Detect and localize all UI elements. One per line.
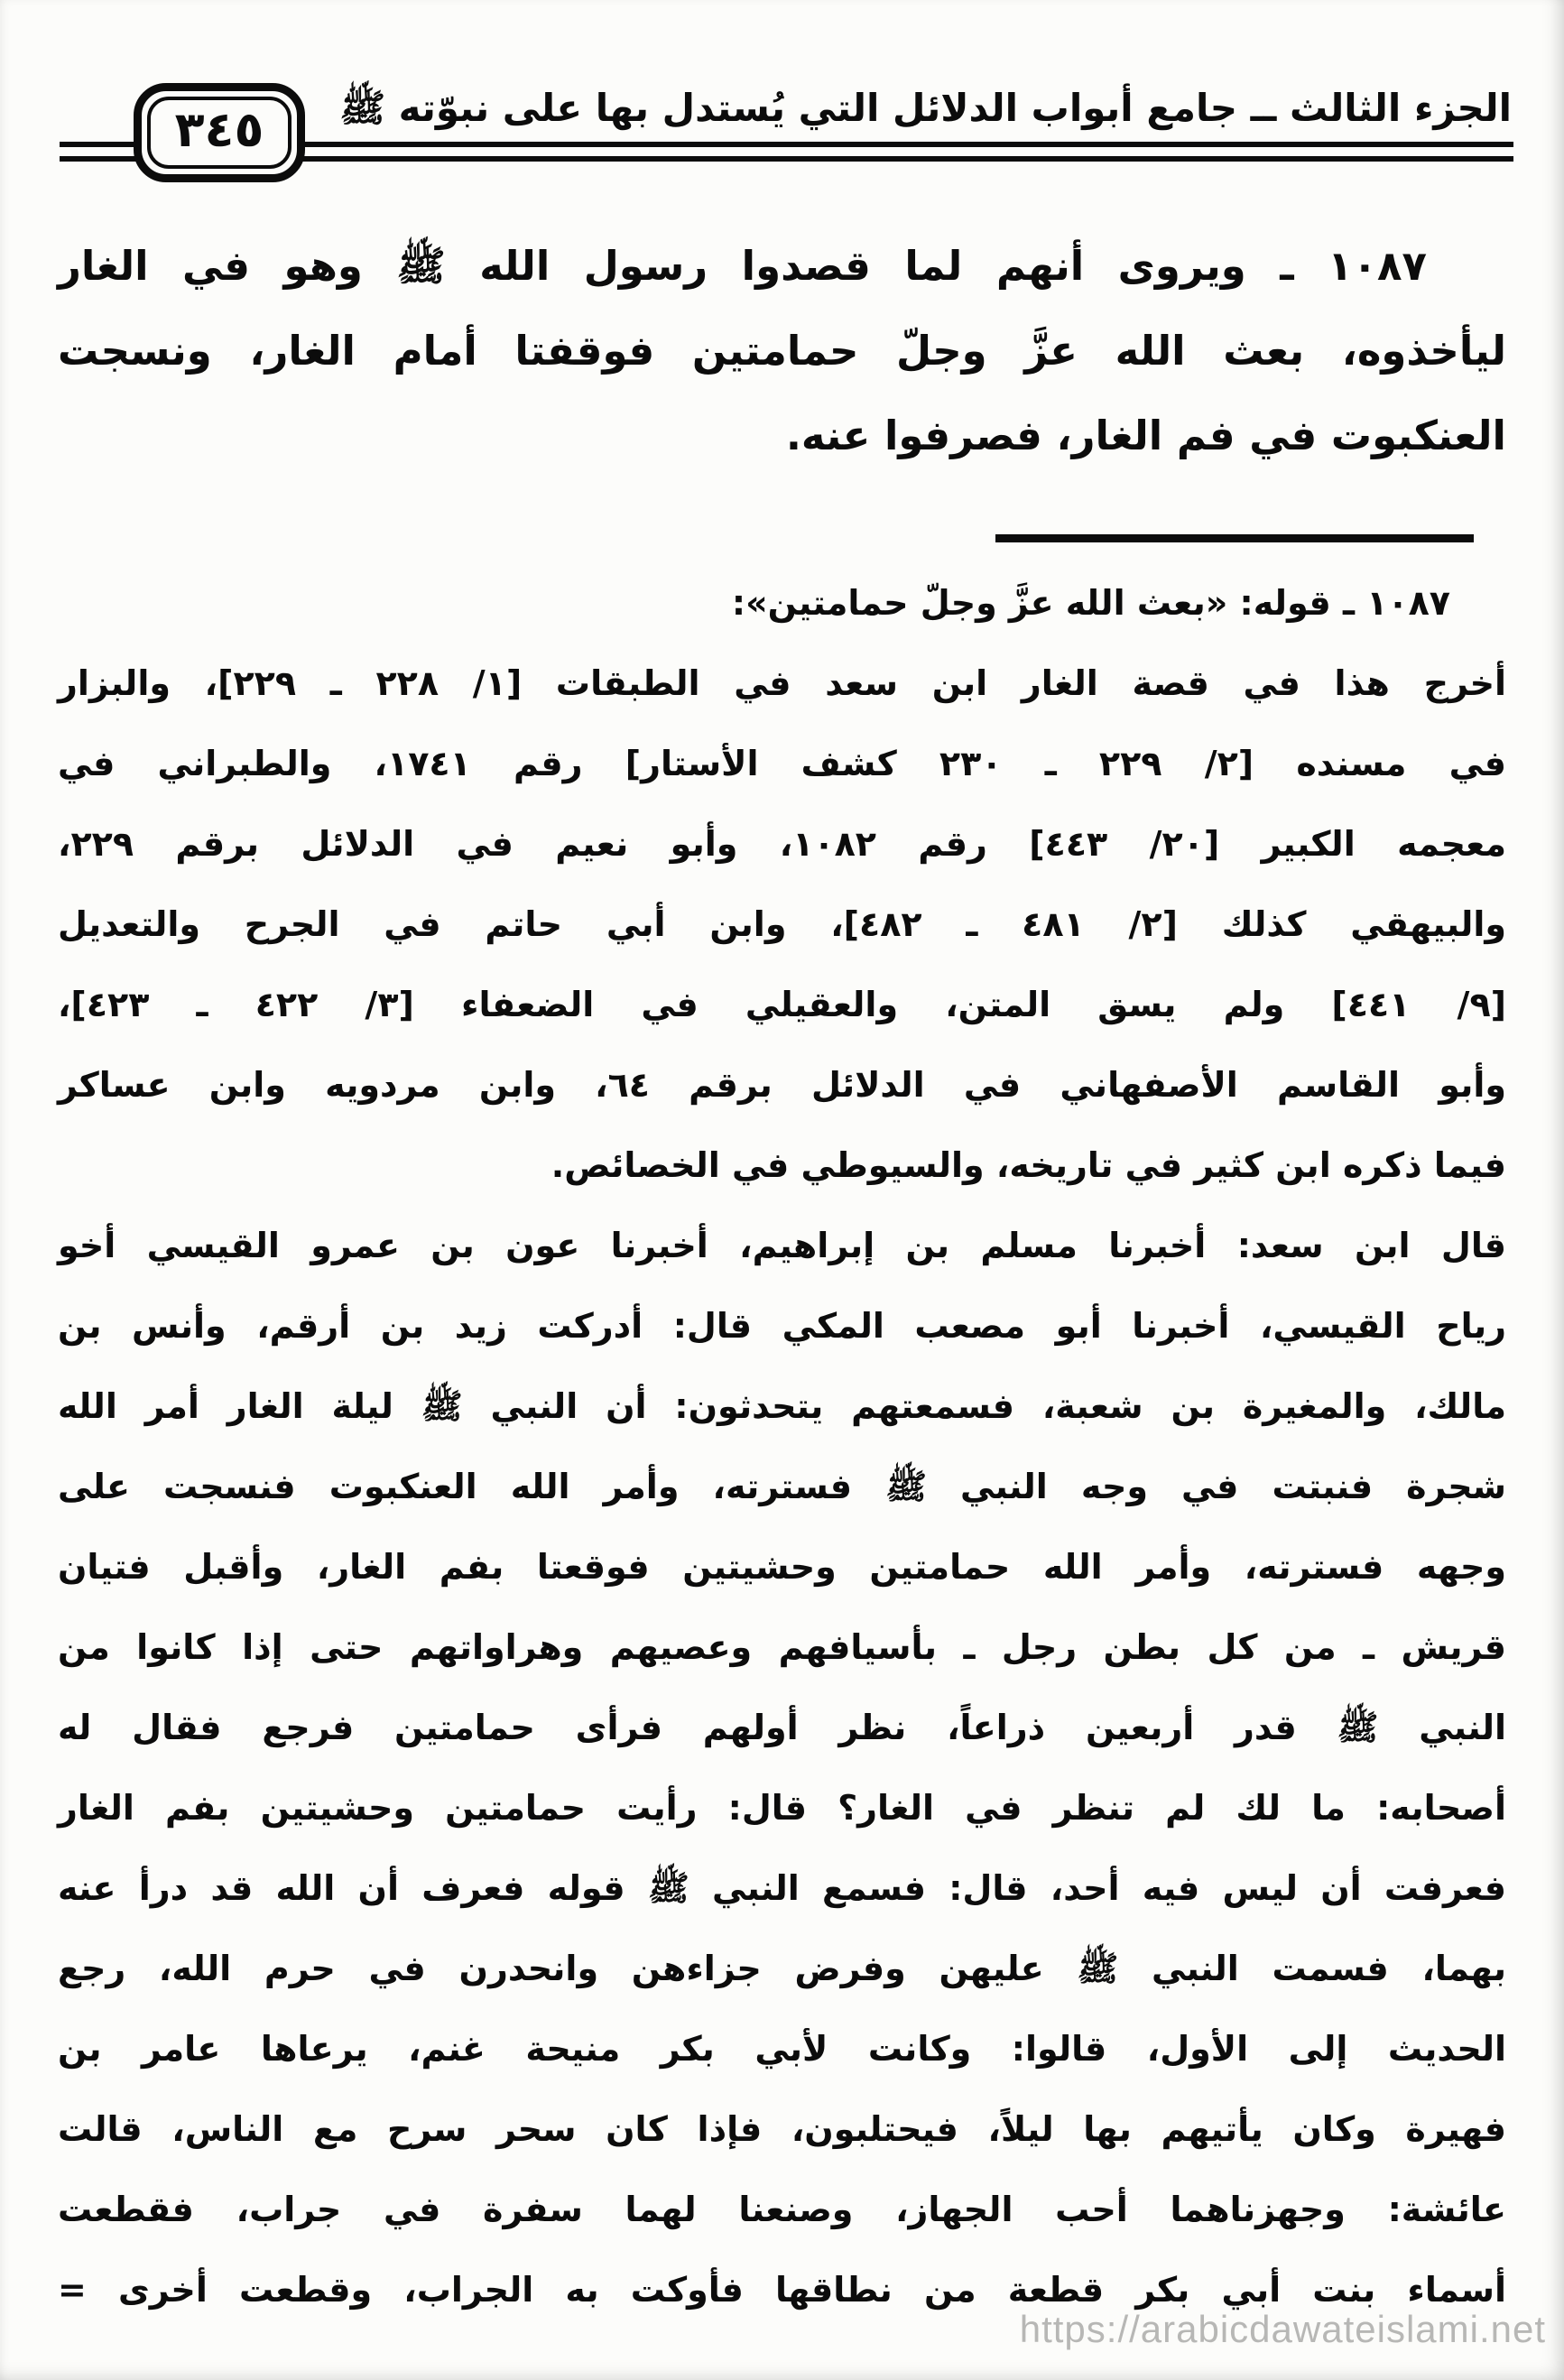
footnote-line: فيما ذكره ابن كثير في تاريخه، والسيوطي في الخصائص. — [551, 1145, 1506, 1185]
footnote-line: فهيرة وكان يأتيهم بها ليلاً، فيحتلبون، فإذا كان سحر سرح مع الناس، قالت — [58, 2109, 1506, 2149]
page-title: الجزء الثالث ــ جامع أبواب الدلائل التي يُستدل بها على نبوّته ﷺ — [339, 86, 1512, 130]
footnote-line: عائشة: وجهزناهما أحب الجهاز، وصنعنا لهما سفرة في جراب، فقطعت — [58, 2190, 1506, 2229]
footnote-line: بهما، فسمت النبي ﷺ عليهن وفرض جزاءهن وانحدرن في حرم الله، رجع — [58, 1949, 1506, 1988]
hadith-line: ليأخذوه، بعث الله عزَّ وجلّ حمامتين فوقفتا أمام الغار، ونسجت — [58, 327, 1506, 375]
footnote-line: وأبو القاسم الأصفهاني في الدلائل برقم ٦٤، وابن مردويه وابن عساكر — [58, 1065, 1506, 1105]
footnote-line: قال ابن سعد: أخبرنا مسلم بن إبراهيم، أخبرنا عون بن عمرو القيسي أخو — [58, 1226, 1506, 1265]
page-number: ٣٤٥ — [174, 101, 264, 158]
page-number-frame — [147, 97, 292, 169]
footnote-line: معجمه الكبير [٢٠/ ٤٤٣] رقم ١٠٨٢، وأبو نعيم في الدلائل برقم ٢٢٩، — [58, 824, 1506, 864]
hadith-line: العنكبوت في فم الغار، فصرفوا عنه. — [785, 412, 1506, 459]
footnote-block — [58, 563, 1506, 2330]
footnote-line: [٩/ ٤٤١] ولم يسق المتن، والعقيلي في الضعفاء [٣/ ٤٢٢ ـ ٤٢٣]، — [58, 985, 1507, 1024]
watermark: https://arabicdawateislami.net — [1019, 2308, 1546, 2350]
footnote-line: الحديث إلى الأول، قالوا: وكانت لأبي بكر منيحة غنم، يرعاها عامر بن — [58, 2029, 1506, 2069]
footnote-line: أخرج هذا في قصة الغار ابن سعد في الطبقات [١/ ٢٢٨ ـ ٢٢٩]، والبزار — [58, 663, 1507, 703]
footnote-line: النبي ﷺ قدر أربعين ذراعاً، نظر أولهم فرأى حمامتين فرجع فقال له — [58, 1708, 1506, 1747]
hadith-line: ١٠٨٧ ـ ويروى أنهم لما قصدوا رسول الله ﷺ وهو في الغار — [58, 242, 1427, 290]
footnote-divider — [995, 534, 1474, 542]
footnote-line: والبيهقي كذلك [٢/ ٤٨١ ـ ٤٨٢]، وابن أبي حاتم في الجرح والتعديل — [58, 904, 1507, 944]
footnote-line: قريش ـ من كل بطن رجل ـ بأسيافهم وعصيهم وهراواتهم حتى إذا كانوا من — [58, 1627, 1506, 1667]
page-number-badge — [134, 83, 305, 182]
footnote-line: شجرة فنبتت في وجه النبي ﷺ فسترته، وأمر الله العنكبوت فنسجت على — [58, 1467, 1506, 1506]
footnote-line: وجهه فسترته، وأمر الله حمامتين وحشيتين فوقعتا بفم الغار، وأقبل فتيان — [58, 1547, 1506, 1587]
footnote-line: رياح القيسي، أخبرنا أبو مصعب المكي قال: أدركت زيد بن أرقم، وأنس بن — [58, 1306, 1506, 1346]
footnote-line: مالك، والمغيرة بن شعبة، فسمعتهم يتحدثون: أن النبي ﷺ ليلة الغار أمر الله — [58, 1386, 1506, 1426]
footnote-line: فعرفت أن ليس فيه أحد، قال: فسمع النبي ﷺ قوله فعرف أن الله قد درأ عنه — [58, 1868, 1506, 1908]
footnote-heading: ١٠٨٧ ـ قوله: «بعث الله عزَّ وجلّ حمامتين»: — [731, 583, 1450, 623]
footnote-line: أصحابه: ما لك لم تنظر في الغار؟ قال: رأيت حمامتين وحشيتين بفم الغار — [58, 1788, 1506, 1828]
hadith-paragraph — [58, 224, 1506, 478]
footnote-line: أسماء بنت أبي بكر قطعة من نطاقها فأوكت به الجراب، وقطعت أخرى = — [58, 2270, 1506, 2310]
footnote-line: في مسنده [٢/ ٢٢٩ ـ ٢٣٠ كشف الأستار] رقم ١٧٤١، والطبراني في — [58, 744, 1506, 783]
